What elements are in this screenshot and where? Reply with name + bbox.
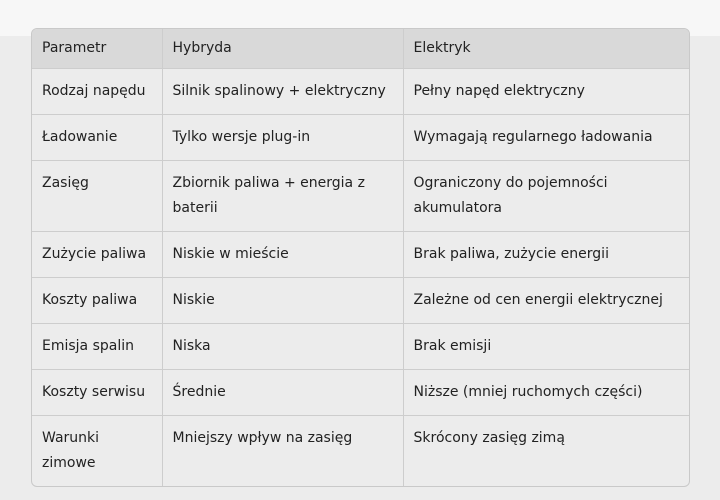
- table-cell-hybrid: Niskie: [162, 278, 403, 324]
- comparison-table-container: [31, 28, 690, 487]
- table-cell-electric: Skrócony zasięg zimą: [413, 430, 565, 446]
- header-electric: Elektryk: [403, 29, 689, 69]
- table-row: [32, 370, 689, 416]
- table-cell-hybrid: Zbiornik paliwa + energia z baterii: [162, 161, 403, 232]
- table-row: [32, 115, 689, 161]
- table-cell-parameter: Zużycie paliwa: [32, 232, 162, 278]
- table-row: [32, 416, 689, 487]
- table-cell-hybrid: Tylko wersje plug-in: [162, 115, 403, 161]
- table-cell-electric: Wymagają regularnego ładowania: [403, 115, 689, 161]
- table-row: [32, 161, 689, 232]
- header-parameter: Parametr: [32, 29, 162, 69]
- table-cell-parameter: Emisja spalin: [32, 324, 162, 370]
- table-cell-hybrid: Niska: [162, 324, 403, 370]
- table-cell-hybrid: Mniejszy wpływ na zasięg: [162, 416, 403, 487]
- table-row: [32, 324, 689, 370]
- table-cell-electric: Niższe (mniej ruchomych części): [403, 370, 689, 416]
- table-cell-hybrid: Średnie: [162, 370, 403, 416]
- table-cell-electric: Zależne od cen energii elektrycznej: [403, 278, 689, 324]
- table-cell-parameter: Rodzaj napędu: [32, 69, 162, 115]
- table-header-row: [32, 29, 689, 69]
- table-row: [32, 232, 689, 278]
- table-cell-electric: Ograniczony do pojemności akumulatora: [403, 161, 689, 232]
- table-row: [32, 69, 689, 115]
- table-cell-parameter: Koszty serwisu: [32, 370, 162, 416]
- header-hybrid: Hybryda: [162, 29, 403, 69]
- table-cell-electric: Brak paliwa, zużycie energii: [403, 232, 689, 278]
- table-cell-parameter: Zasięg: [32, 161, 162, 232]
- table-cell-parameter: Warunki zimowe: [32, 416, 162, 487]
- table-cell-electric: Pełny napęd elektryczny: [403, 69, 689, 115]
- table-cell-hybrid: Silnik spalinowy + elektryczny: [162, 69, 403, 115]
- table-row: [32, 278, 689, 324]
- comparison-table: [32, 29, 689, 486]
- table-cell-parameter: Ładowanie: [32, 115, 162, 161]
- table-cell-parameter: Koszty paliwa: [32, 278, 162, 324]
- table-cell-electric: Brak emisji: [403, 324, 689, 370]
- table-cell-hybrid: Niskie w mieście: [162, 232, 403, 278]
